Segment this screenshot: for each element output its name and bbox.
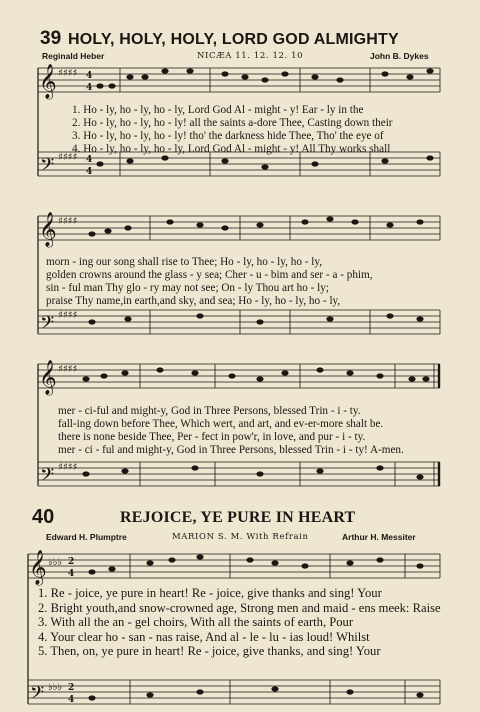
verse-line: 5. Then, on, ye pure in heart! Re - joice, give thanks, and sing! Your [38, 644, 381, 658]
verse-line: morn - ing our song shall rise to Thee; Ho - ly, ho - ly, ho - ly, [46, 256, 323, 268]
svg-text:4: 4 [86, 83, 93, 93]
svg-text:♯♯♯♯: ♯♯♯♯ [58, 68, 78, 79]
author-credit: Reginald Heber [42, 51, 105, 61]
svg-text:𝄢: 𝄢 [30, 683, 45, 708]
composer-credit: Arthur H. Messiter [342, 532, 416, 542]
author-credit: Edward H. Plumptre [46, 532, 127, 542]
svg-text:2: 2 [68, 683, 75, 693]
verse-line: praise Thy name,in earth,and sky, and sea; Ho - ly, ho - ly, ho - ly, [46, 295, 341, 307]
svg-text:𝄢: 𝄢 [40, 155, 55, 180]
verse-line: mer - ci - ful and might-y, God in Three Persons, blessed Trin - i - ty! A-men. [58, 444, 404, 456]
svg-text:♭♭♭: ♭♭♭ [48, 557, 63, 568]
tune-name: NICÆA 11. 12. 12. 10 [197, 51, 304, 61]
svg-text:4: 4 [68, 569, 75, 579]
verse-line: 2. Ho - ly, ho - ly, ho - ly! all the saints a-dore Thee, Casting down their [72, 117, 393, 129]
svg-text:4: 4 [86, 155, 93, 165]
svg-text:4: 4 [68, 695, 75, 705]
svg-text:𝄞: 𝄞 [39, 212, 57, 247]
composer-credit: John B. Dykes [370, 51, 429, 61]
svg-text:♯♯♯♯: ♯♯♯♯ [58, 216, 78, 227]
verse-line: 2. Bright youth,and snow-crowned age, Strong men and maid - ens meek: Raise [38, 600, 441, 615]
tune-name: MARION S. M. With Refrain [172, 532, 309, 542]
verse-line: 1. Ho - ly, ho - ly, ho - ly, Lord God Al - might - y! Ear - ly in the [72, 104, 364, 116]
svg-text:♯♯♯♯: ♯♯♯♯ [58, 152, 78, 163]
verse-line: golden crowns around the glass - y sea; Cher - u - bim and ser - a - phim, [46, 269, 373, 281]
svg-text:𝄢: 𝄢 [40, 465, 55, 490]
svg-text:♯♯♯♯: ♯♯♯♯ [58, 364, 78, 375]
hymn-number: 39 [40, 28, 62, 49]
verse-line: 3. Ho - ly, ho - ly, ho - ly! tho' the darkness hide Thee, Tho' the eye of [72, 130, 384, 142]
verse-line: sin - ful man Thy glo - ry may not see; On - ly Thou art ho - ly; [46, 282, 329, 294]
verse-line: fall-ing down before Thee, Which wert, and art, and ev-er-more shalt be. [58, 418, 384, 430]
hymn-title: REJOICE, YE PURE IN HEART [120, 509, 356, 526]
verse-line: 4. Your clear ho - san - nas raise, And al - le - lu - ias loud! Whilst [38, 629, 370, 644]
svg-text:𝄢: 𝄢 [40, 313, 55, 338]
svg-text:♭♭♭: ♭♭♭ [48, 682, 63, 693]
svg-text:♯♯♯♯: ♯♯♯♯ [58, 462, 78, 473]
svg-text:𝄞: 𝄞 [39, 64, 57, 99]
svg-text:4: 4 [86, 167, 93, 177]
svg-text:𝄞: 𝄞 [29, 550, 47, 585]
hymn-title: HOLY, HOLY, HOLY, LORD GOD ALMIGHTY [68, 31, 399, 48]
verse-line: mer - ci-ful and might-y, God in Three Persons, blessed Trin - i - ty. [58, 405, 361, 417]
verse-line: 3. With all the an - gel choirs, With all the saints of earth, Pour [38, 615, 354, 629]
svg-text:4: 4 [86, 71, 93, 81]
verse-line: 4. Ho - ly, ho - ly, ho - ly, Lord God Al - might - y! All Thy works shall [72, 143, 391, 155]
svg-text:♯♯♯♯: ♯♯♯♯ [58, 310, 78, 321]
verse-line: 1. Re - joice, ye pure in heart! Re - joice, give thanks and sing! Your [38, 586, 382, 600]
svg-text:2: 2 [68, 557, 75, 567]
svg-text:𝄞: 𝄞 [39, 360, 57, 395]
verse-line: there is none beside Thee, Per - fect in pow'r, in love, and pur - i - ty. [58, 431, 366, 443]
hymn-number: 40 [32, 506, 55, 528]
